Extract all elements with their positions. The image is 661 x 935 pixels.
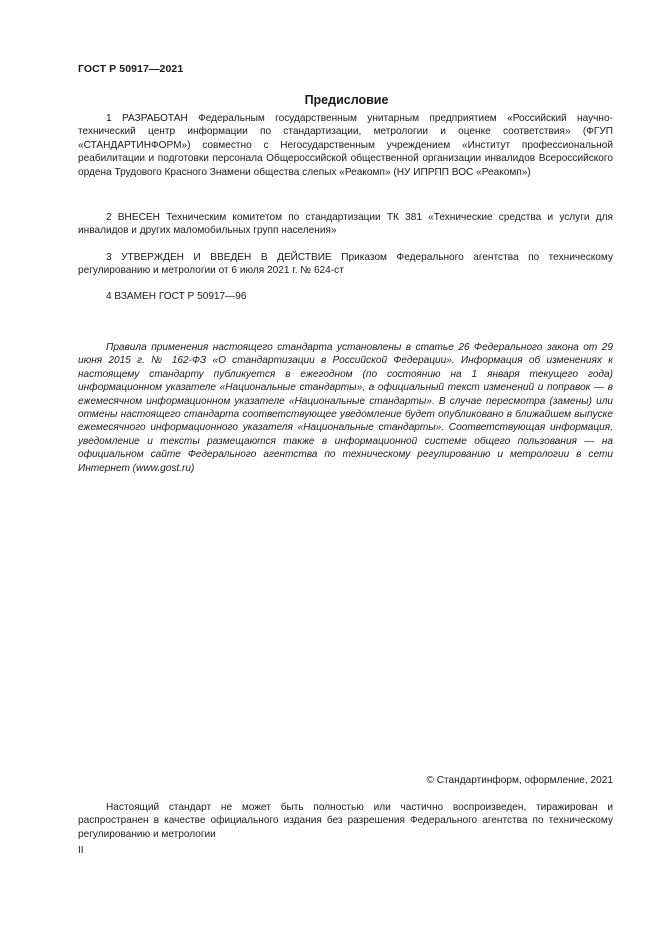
copyright-notice: © Стандартинформ, оформление, 2021 bbox=[426, 775, 613, 786]
foreword-paragraph-replaces: 4 ВЗАМЕН ГОСТ Р 50917—96 bbox=[106, 291, 247, 302]
foreword-paragraph-developed: 1 РАЗРАБОТАН Федеральным государственным унитарным предприятием «Российский научно-технический центр информации по стандартизации, метрологии и оценке соответствия» (ФГУП «СТАНДАРТИНФОРМ») совместно с Негосударственным учреждением «Институт профессиональной реабилитации и подготовки персонала Общероссийской общественной организации инвалидов Всероссийского ордена Трудового Красного Знамени общества слепых «Реакомп» (НУ ИПРПП ВОС «Реакомп») bbox=[78, 113, 613, 178]
application-rules-note: Правила применения настоящего стандарта установлены в статье 26 Федерального закона от 29 июня 2015 г. № 162-ФЗ «О стандартизации в Российской Федерации». Информация об изменениях к настоящему стандарту публикуется в ежегодном (по состоянию на 1 января текущего года) информационном указателе «Национальные стандарты», а официальный текст изменений и поправок — в ежемесячном информационном указателе «Национальные стандарты». В случае пересмотра (замены) или отмены настоящего стандарта соответствующее уведомление будет опубликовано в ближайшем выпуске ежемесячного информационного указателя «Национальные стандарты». Соответствующая информация, уведомление и тексты размещаются также в информационной системе общего пользования — на официальном сайте Федерального агентства по техническому регулированию и метрологии в сети Интернет (www.gost.ru) bbox=[78, 342, 613, 474]
document-code: ГОСТ Р 50917—2021 bbox=[78, 63, 184, 75]
reproduction-notice: Настоящий стандарт не может быть полностью или частично воспроизведен, тиражирован и распространен в качестве официального издания без разрешения Федерального агентства по техническому регулированию и метрологии bbox=[78, 802, 613, 840]
foreword-paragraph-introduced: 2 ВНЕСЕН Техническим комитетом по стандартизации ТК 381 «Технические средства и услуги для инвалидов и других маломобильных групп населения» bbox=[78, 212, 613, 237]
foreword-paragraph-approved: 3 УТВЕРЖДЕН И ВВЕДЕН В ДЕЙСТВИЕ Приказом Федерального агентства по техническому регулированию и метрологии от 6 июля 2021 г. № 624-ст bbox=[78, 252, 613, 277]
foreword-title: Предисловие bbox=[304, 93, 389, 107]
page-number: II bbox=[78, 845, 84, 856]
